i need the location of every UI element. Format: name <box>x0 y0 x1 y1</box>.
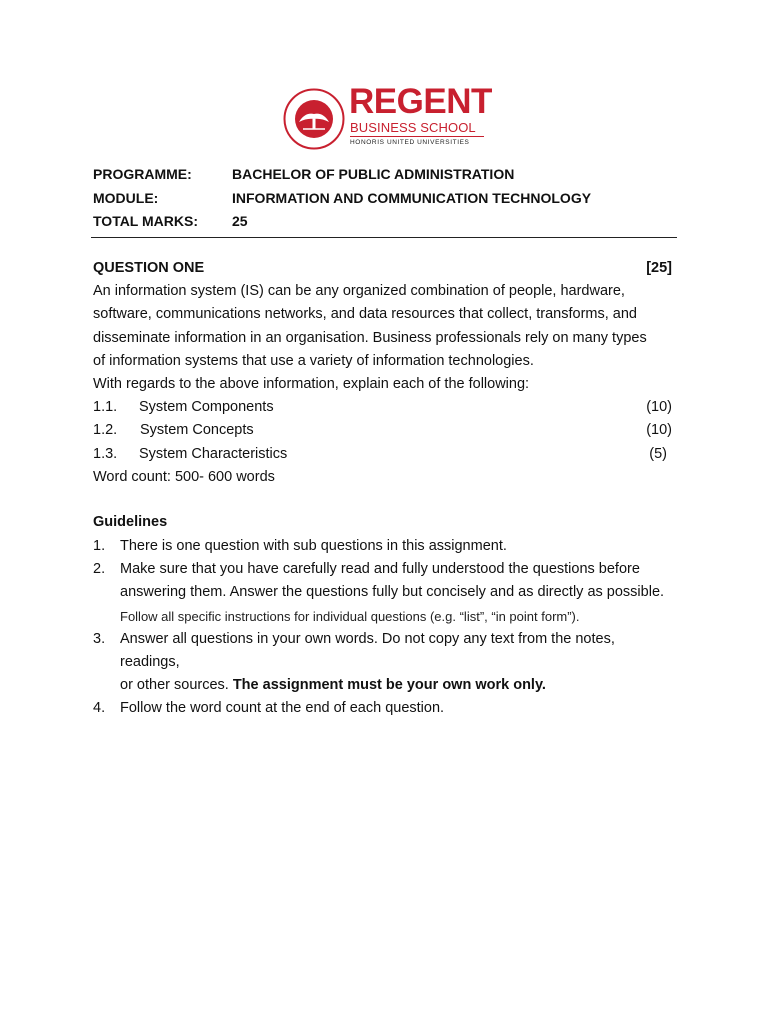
meta-key: MODULE: <box>93 189 159 206</box>
subquestion-label: System Concepts <box>140 422 254 439</box>
guideline-text: Make sure that you have carefully read and fully understood the questions before <box>120 561 640 578</box>
guideline-text: answering them. Answer the questions fully but concisely and as directly as possible. <box>120 584 665 601</box>
subquestion-label: System Components <box>139 399 274 416</box>
meta-value: INFORMATION AND COMMUNICATION TECHNOLOGY <box>232 189 592 206</box>
subquestion-number: 1.2. <box>93 422 118 439</box>
guideline-text: Follow the word count at the end of each question. <box>120 700 445 717</box>
guideline-item <box>93 558 677 628</box>
question-prompt: With regards to the above information, explain each of the following: <box>93 375 530 392</box>
guideline-item <box>93 628 677 698</box>
meta-value: 25 <box>232 213 248 229</box>
meta-value: BACHELOR OF PUBLIC ADMINISTRATION <box>232 166 515 182</box>
logo-tagline: HONORIS UNITED UNIVERSITIES <box>350 139 470 146</box>
meta-row-total-marks <box>93 211 693 235</box>
question-marks: [25] <box>646 260 672 276</box>
subquestion-row <box>93 420 677 443</box>
guideline-item <box>93 535 677 558</box>
guideline-number: 2. <box>93 561 106 578</box>
guideline-text: Answer all questions in your own words. Do not copy any text from the notes, readings, <box>120 630 615 671</box>
word-count: Word count: 500- 600 words <box>93 468 275 485</box>
subquestion-number: 1.3. <box>93 445 118 462</box>
subquestion-marks: (10) <box>646 422 672 439</box>
school-logo <box>283 82 492 152</box>
assignment-meta <box>93 164 693 235</box>
subquestion-label: System Characteristics <box>139 445 288 462</box>
meta-row-module <box>93 188 693 212</box>
guideline-item <box>93 697 677 720</box>
question-section <box>93 258 677 721</box>
guideline-emphasis: The assignment must be your own work only. <box>232 677 546 694</box>
seal-icon <box>283 88 345 150</box>
question-intro-line: of information systems that use a variety of information technologies. <box>93 352 534 369</box>
meta-key: PROGRAMME: <box>93 166 192 182</box>
subquestion-number: 1.1. <box>93 399 118 416</box>
subquestion-marks: (10) <box>646 399 672 416</box>
question-intro-line: An information system (IS) can be any organized combination of people, hardware, <box>93 283 625 300</box>
guideline-text: There is one question with sub questions in this assignment. <box>120 538 507 555</box>
guideline-number: 1. <box>93 538 106 555</box>
subquestion-row <box>93 444 677 467</box>
guideline-number: 4. <box>93 700 106 717</box>
logo-rule <box>350 136 484 137</box>
question-intro-line: software, communications networks, and data resources that collect, transforms, and <box>93 306 637 323</box>
guideline-number: 3. <box>93 630 106 647</box>
guideline-text: Follow all specific instructions for individual questions (e.g. “list”, “in point form”). <box>120 608 580 624</box>
guidelines-title: Guidelines <box>93 513 168 530</box>
meta-row-programme <box>93 164 693 188</box>
question-heading <box>93 258 677 281</box>
question-intro-line: disseminate information in an organisation. Business professionals rely on many types <box>93 329 647 346</box>
divider <box>91 237 677 238</box>
guideline-text: or other sources. <box>120 677 233 694</box>
subquestion-row <box>93 397 677 420</box>
question-title: QUESTION ONE <box>93 260 205 276</box>
subquestion-marks: (5) <box>649 445 667 462</box>
logo-subtitle: BUSINESS SCHOOL <box>350 120 476 135</box>
meta-key: TOTAL MARKS: <box>93 213 198 229</box>
logo-name: REGENT <box>349 82 492 121</box>
guideline-text-line <box>120 674 677 697</box>
